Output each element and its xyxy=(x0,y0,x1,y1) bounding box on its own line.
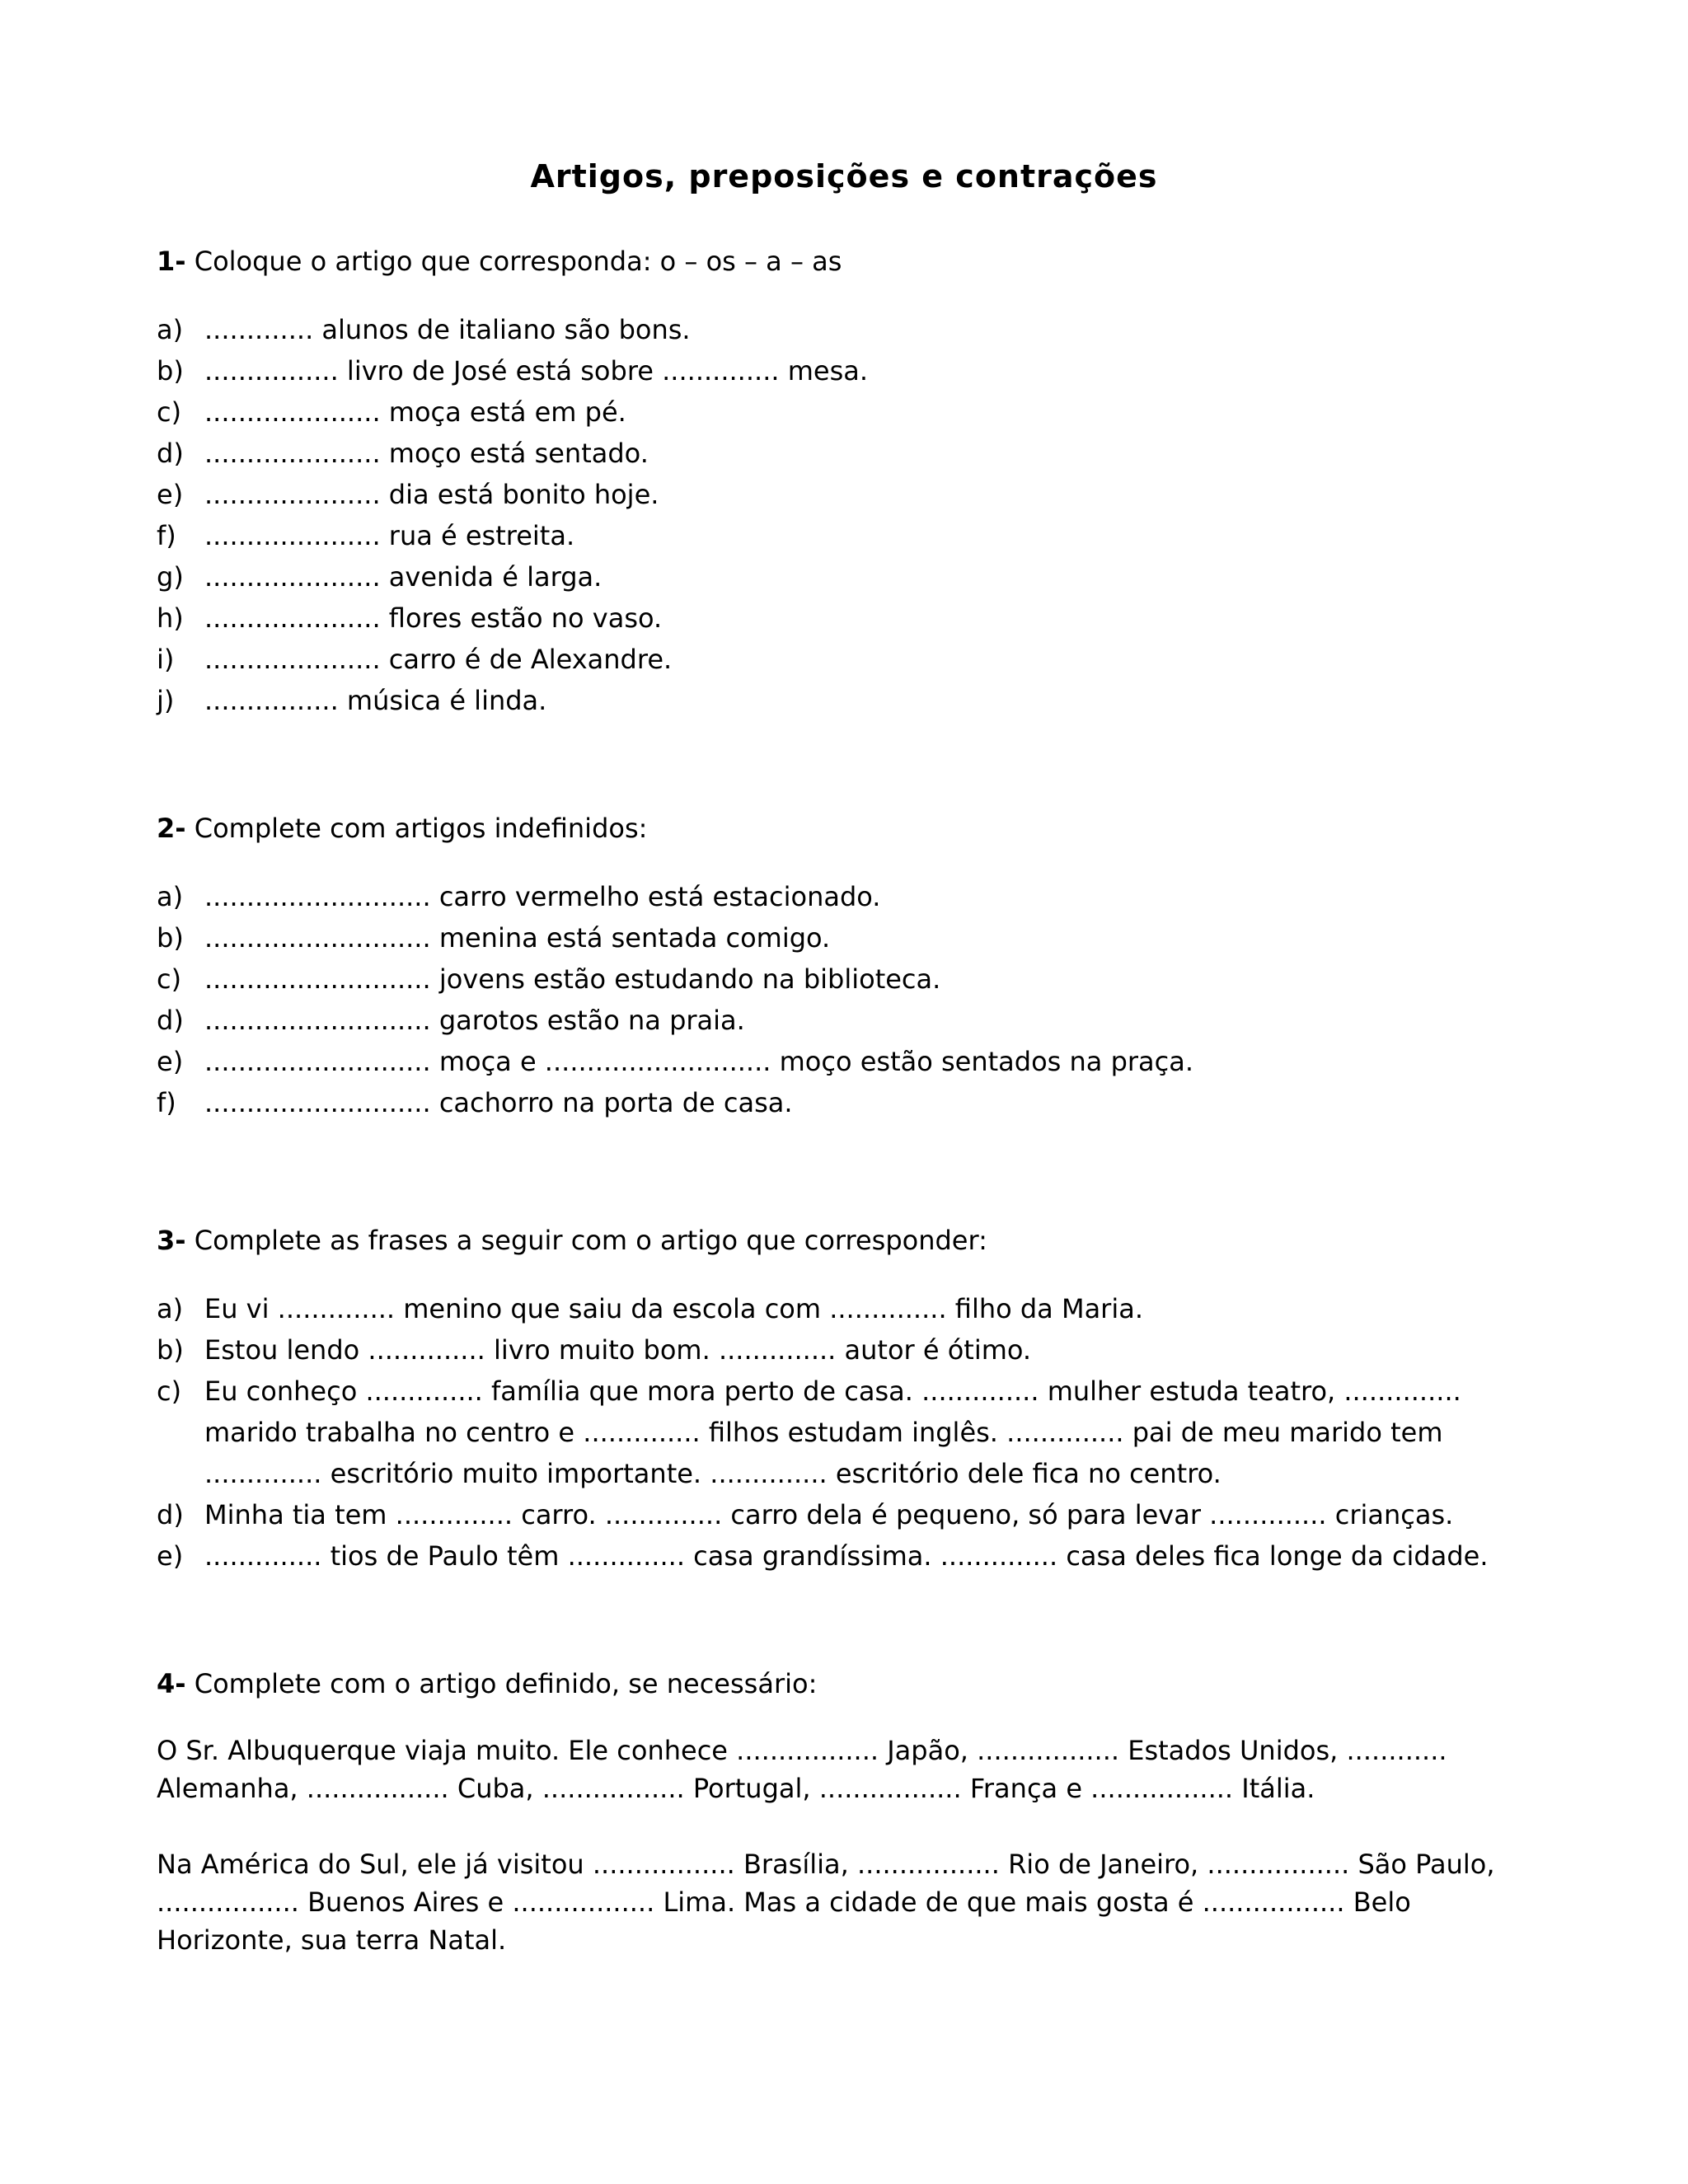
item-text: ........................... jovens estão estudando na biblioteca. xyxy=(204,963,941,995)
exercise-item xyxy=(157,350,1550,391)
exercise-1 xyxy=(157,241,1550,721)
item-text: Eu conheço .............. família que mora perto de casa. .............. mulher estuda teatro, .............. marido trabalha no centro e .............. filhos estudam inglês. .............. pai de meu marido tem .............. escritório muito importante. .............. escritório dele fica no centro. xyxy=(204,1376,1461,1489)
item-text: ..................... rua é estreita. xyxy=(204,520,575,551)
exercise-item xyxy=(157,876,1550,917)
item-text: ................ livro de José está sobre .............. mesa. xyxy=(204,355,869,387)
exercise-heading xyxy=(157,1663,1550,1704)
exercise-item xyxy=(157,391,1550,433)
item-text: ..................... flores estão no vaso. xyxy=(204,602,663,634)
exercise-item xyxy=(157,515,1550,556)
item-label: d) xyxy=(157,1005,184,1036)
item-text: ........................... carro vermelho está estacionado. xyxy=(204,881,881,912)
exercise-item xyxy=(157,1494,1550,1535)
exercise-number: 2- xyxy=(157,813,186,844)
item-label: e) xyxy=(157,1540,184,1572)
exercise-paragraph: Na América do Sul, ele já visitou ................. Brasília, ................. Rio de Janeiro, ................. São Paulo, ................. Buenos Aires e ................. Lima. Mas a cidade de que mais gosta é ................. Belo Horizonte, sua terra Natal. xyxy=(157,1849,1495,1956)
item-text: ................ música é linda. xyxy=(204,685,547,716)
exercise-items xyxy=(157,309,1550,721)
exercise-item xyxy=(157,680,1550,721)
item-text: ........................... moça e ........................... moço estão sentados na praça. xyxy=(204,1046,1194,1077)
exercise-instruction: Complete com artigos indefinidos: xyxy=(194,813,648,844)
exercise-item xyxy=(157,1329,1550,1371)
item-label: h) xyxy=(157,602,184,634)
exercise-3 xyxy=(157,1220,1550,1577)
exercise-item xyxy=(157,1041,1550,1082)
item-label: a) xyxy=(157,881,184,912)
exercise-item xyxy=(157,1288,1550,1329)
item-text: .............. tios de Paulo têm .............. casa grandíssima. .............. casa deles fica longe da cidade. xyxy=(204,1540,1489,1572)
item-label: c) xyxy=(157,963,182,995)
item-text: ........................... garotos estão na praia. xyxy=(204,1005,745,1036)
exercise-item xyxy=(157,958,1550,1000)
exercise-paragraph: O Sr. Albuquerque viaja muito. Ele conhece ................. Japão, ................. Estados Unidos, ............ Alemanha, ................. Cuba, ................. Portugal, ................. França e ................. Itália. xyxy=(157,1735,1447,1804)
exercise-heading xyxy=(157,1220,1550,1261)
item-label: e) xyxy=(157,1046,184,1077)
exercise-number: 4- xyxy=(157,1668,186,1699)
item-text: ..................... moço está sentado. xyxy=(204,438,649,469)
exercise-item xyxy=(157,474,1550,515)
page-title: Artigos, preposições e contrações xyxy=(530,158,1158,194)
exercise-item xyxy=(157,1535,1550,1577)
item-label: j) xyxy=(157,685,175,716)
item-label: b) xyxy=(157,1334,184,1366)
item-text: Estou lendo .............. livro muito bom. .............. autor é ótimo. xyxy=(204,1334,1032,1366)
item-text: ..................... dia está bonito hoje. xyxy=(204,479,659,510)
item-label: i) xyxy=(157,644,175,675)
item-label: f) xyxy=(157,1087,176,1118)
exercise-item xyxy=(157,556,1550,598)
item-label: g) xyxy=(157,561,184,593)
item-label: e) xyxy=(157,479,184,510)
exercise-item xyxy=(157,1082,1550,1123)
item-text: Eu vi .............. menino que saiu da escola com .............. filho da Maria. xyxy=(204,1293,1143,1324)
item-text: ............. alunos de italiano são bons. xyxy=(204,314,691,345)
item-label: d) xyxy=(157,1499,184,1530)
item-text: ..................... moça está em pé. xyxy=(204,396,626,428)
exercise-2 xyxy=(157,808,1550,1123)
item-label: b) xyxy=(157,922,184,954)
exercise-instruction: Complete com o artigo definido, se necessário: xyxy=(194,1668,818,1699)
exercise-item xyxy=(157,309,1550,350)
item-label: a) xyxy=(157,314,184,345)
item-label: c) xyxy=(157,396,182,428)
exercise-item xyxy=(157,598,1550,639)
item-text: ..................... avenida é larga. xyxy=(204,561,603,593)
item-label: f) xyxy=(157,520,176,551)
exercise-items xyxy=(157,1288,1550,1577)
item-text: Minha tia tem .............. carro. .............. carro dela é pequeno, só para levar .............. crianças. xyxy=(204,1499,1454,1530)
exercise-number: 3- xyxy=(157,1225,186,1256)
exercise-item xyxy=(157,433,1550,474)
exercise-instruction: Complete as frases a seguir com o artigo que corresponder: xyxy=(194,1225,987,1256)
item-label: b) xyxy=(157,355,184,387)
exercise-4 xyxy=(157,1663,1550,1959)
item-label: d) xyxy=(157,438,184,469)
exercise-instruction: Coloque o artigo que corresponda: o – os – a – as xyxy=(194,246,842,277)
exercise-item xyxy=(157,1371,1550,1494)
exercise-number: 1- xyxy=(157,246,186,277)
exercise-heading xyxy=(157,241,1550,282)
exercise-items xyxy=(157,876,1550,1123)
exercise-item xyxy=(157,1000,1550,1041)
item-text: ........................... cachorro na porta de casa. xyxy=(204,1087,793,1118)
item-label: c) xyxy=(157,1376,182,1407)
exercise-item xyxy=(157,639,1550,680)
exercise-item xyxy=(157,917,1550,958)
item-text: ........................... menina está sentada comigo. xyxy=(204,922,831,954)
item-label: a) xyxy=(157,1293,184,1324)
exercise-heading xyxy=(157,808,1550,849)
item-text: ..................... carro é de Alexandre. xyxy=(204,644,673,675)
